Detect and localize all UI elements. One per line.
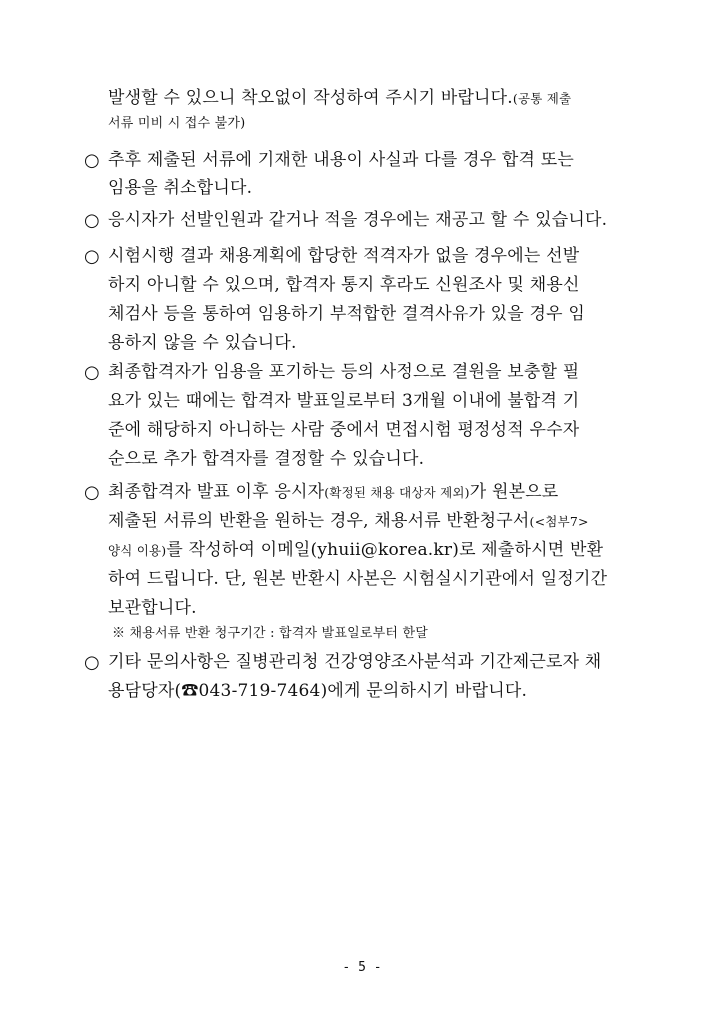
intro-line-1-small-text: (공통 제출 <box>512 91 572 106</box>
bullet-icon: ○ <box>84 482 100 503</box>
page-number: - 5 - <box>342 960 382 975</box>
item-3-line-2: 하지 아니할 수 있으며, 합격자 통지 후라도 신원조사 및 채용신 <box>108 275 580 295</box>
item-3-line-1: 시험시행 결과 채용계획에 합당한 적격자가 없을 경우에는 선발 <box>108 246 580 266</box>
item-5-line-1-small-text: (확정된 채용 대상자 제외) <box>324 485 470 500</box>
item-6-line-1: 기타 문의사항은 질병관리청 건강영양조사분석과 기간제근로자 채 <box>108 652 602 672</box>
item-6-line-2: 용담당자(☎043-719-7464)에게 문의하시기 바랍니다. <box>108 681 528 701</box>
item-1-line-2: 임용을 취소합니다. <box>108 178 253 198</box>
item-4-line-2: 요가 있는 때에는 합격자 발표일로부터 3개월 이내에 불합격 기 <box>108 391 580 411</box>
bullet-icon: ○ <box>84 150 100 171</box>
item-4-line-3: 준에 해당하지 아니하는 사람 중에서 면접시험 평정성적 우수자 <box>108 420 580 440</box>
item-4-line-1: 최종합격자가 임용을 포기하는 등의 사정으로 결원을 보충할 필 <box>108 362 580 382</box>
item-5-line-4: 하여 드립니다. 단, 원본 반환시 사본은 시험실시기관에서 일정기간 <box>108 569 608 589</box>
item-5-line-3-small-text: 양식 이용) <box>108 543 167 558</box>
intro-line-2: 서류 미비 시 접수 불가) <box>108 116 246 131</box>
item-4-line-4: 순으로 추가 합격자를 결정할 수 있습니다. <box>108 449 425 469</box>
item-3-line-3: 체검사 등을 통하여 임용하기 부적합한 결격사유가 있을 경우 임 <box>108 304 586 324</box>
item-5-line-3 <box>108 536 603 565</box>
item-5-line-2-text-a: 제출된 서류의 반환을 원하는 경우, 채용서류 반환청구서 <box>108 511 530 531</box>
item-3-line-4: 용하지 않을 수 있습니다. <box>108 333 297 353</box>
item-5-line-5: 보관합니다. <box>108 598 197 618</box>
item-5-line-2-small-text: (<첨부7> <box>529 514 589 529</box>
item-5-line-1-text-a: 최종합격자 발표 이후 응시자 <box>108 482 325 502</box>
item-5-line-1-text-b: 가 원본으로 <box>469 482 559 502</box>
item-2-line-1: 응시자가 선발인원과 같거나 적을 경우에는 재공고 할 수 있습니다. <box>108 210 608 230</box>
item-5-line-3-text-b: 를 작성하여 이메일(yhuii@korea.kr)로 제출하시면 반환 <box>166 540 604 560</box>
bullet-icon: ○ <box>84 210 100 231</box>
bullet-icon: ○ <box>84 362 100 383</box>
item-1-line-1: 추후 제출된 서류에 기재한 내용이 사실과 다를 경우 합격 또는 <box>108 150 574 170</box>
item-5-line-1 <box>108 478 558 507</box>
bullet-icon: ○ <box>84 652 100 673</box>
item-5-note: ※ 채용서류 반환 청구기간 : 합격자 발표일로부터 한달 <box>112 626 429 641</box>
item-5-line-2 <box>108 507 589 536</box>
intro-line-1-text: 발생할 수 있으니 착오없이 작성하여 주시기 바랍니다. <box>108 88 513 108</box>
intro-line-1 <box>108 84 571 113</box>
bullet-icon: ○ <box>84 246 100 267</box>
